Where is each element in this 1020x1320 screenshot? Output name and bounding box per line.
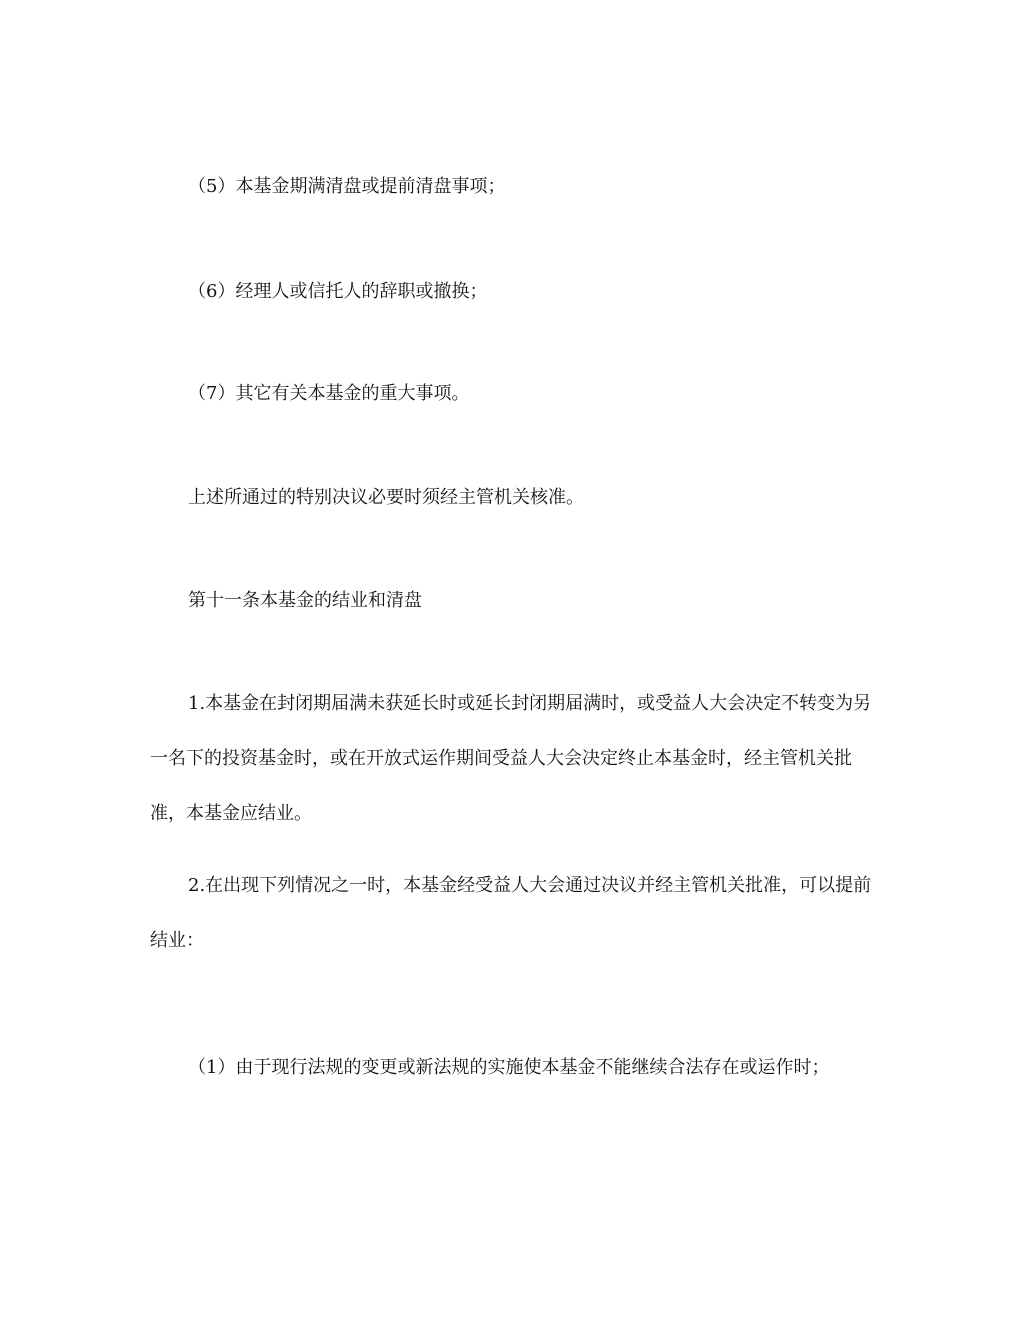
- paragraph-item-5: （5）本基金期满清盘或提前清盘事项；: [188, 176, 506, 197]
- paragraph-clause-1: 1.本基金在封闭期届满未获延长时或延长封闭期届满时，或受益人大会决定不转变为另一名下的投资基金时，或在开放式运作期间受益人大会决定终止本基金时，经主管机关批准，本基金应结业。: [150, 693, 872, 824]
- paragraph-subclause-1: （1）由于现行法规的变更或新法规的实施使本基金不能继续合法存在或运作时；: [188, 1057, 830, 1078]
- paragraph-item-6: （6）经理人或信托人的辞职或撤换；: [188, 281, 488, 302]
- article-heading: 第十一条本基金的结业和清盘: [188, 590, 422, 611]
- paragraph-clause-2: 2.在出现下列情况之一时，本基金经受益人大会通过决议并经主管机关批准，可以提前结业：: [150, 875, 872, 951]
- paragraph-item-7: （7）其它有关本基金的重大事项。: [188, 383, 470, 404]
- paragraph-approval-note: 上述所通过的特别决议必要时须经主管机关核准。: [188, 487, 584, 508]
